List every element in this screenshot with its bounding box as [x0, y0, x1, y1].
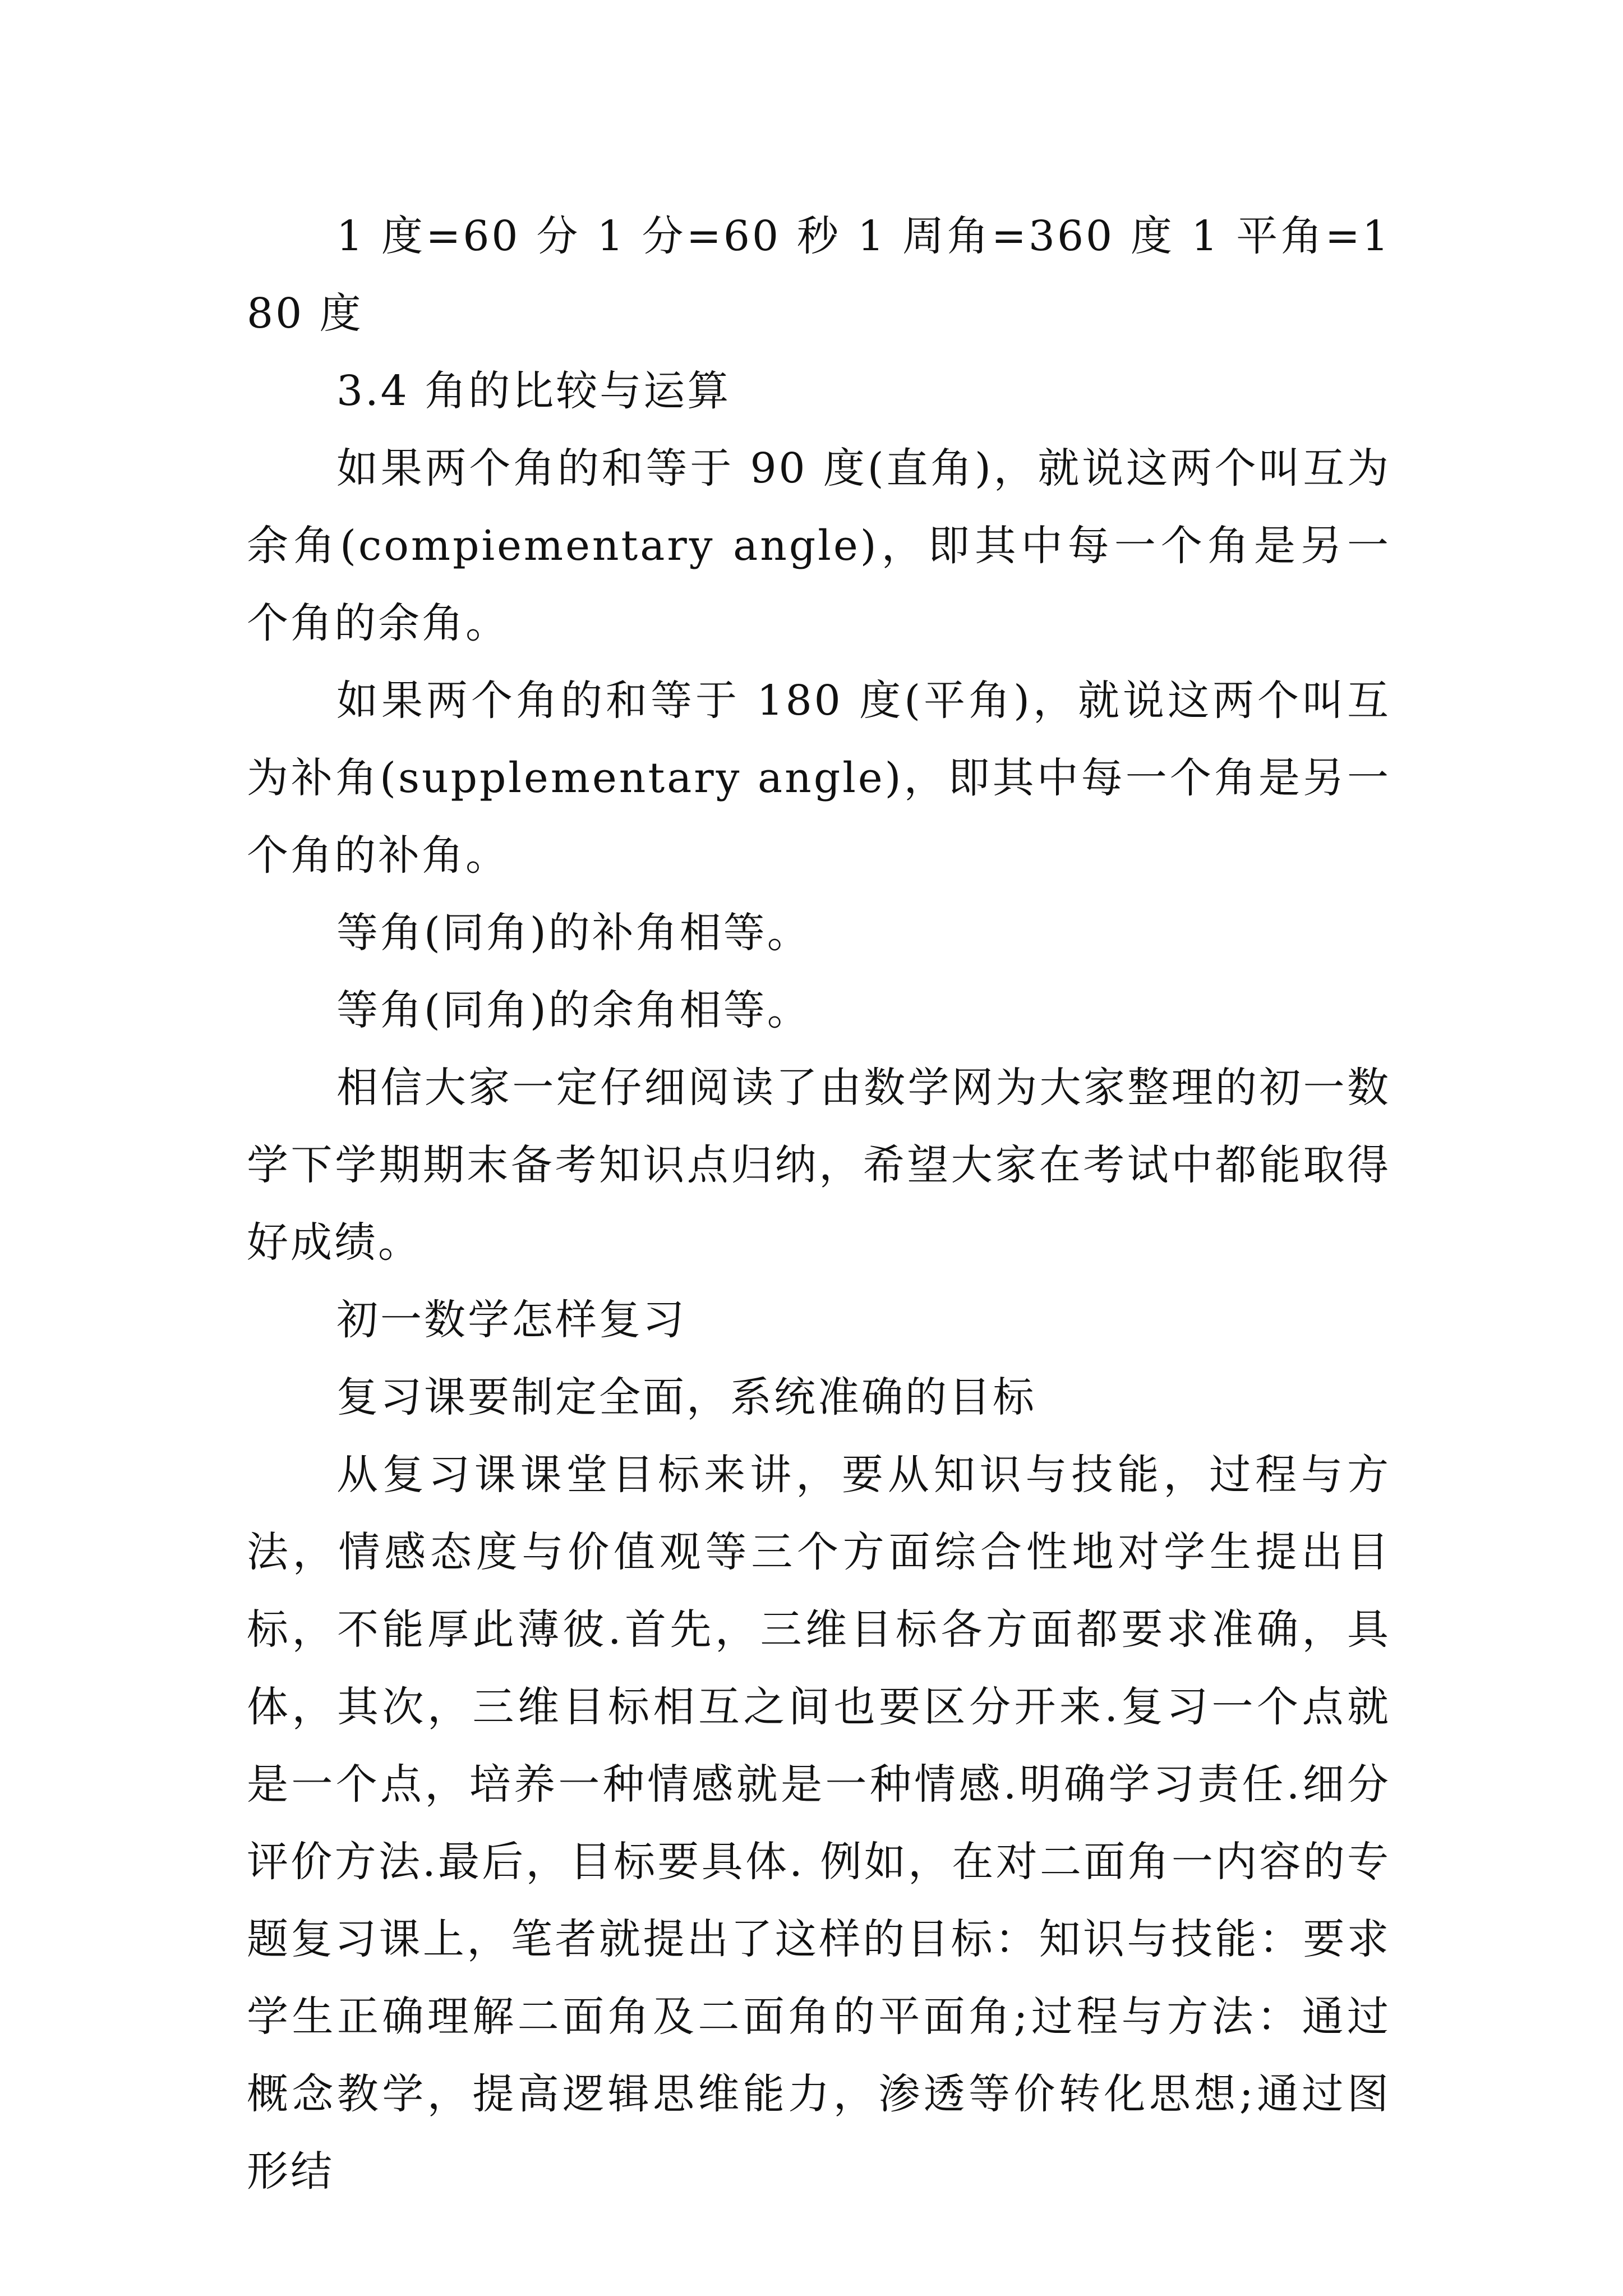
paragraph-review-goals-detail: 从复习课课堂目标来讲，要从知识与技能，过程与方法，情感态度与价值观等三个方面综合性地对学生提出目标，不能厚此薄彼.首先，三维目标各方面都要求准确，具体，其次，三维目标相互之间也要区分开来.复习一个点就是一个点，培养一种情感就是一种情感.明确学习责任.细分评价方法.最后，目标要具体. 例如，在对二面角一内容的专题复习课上，笔者就提出了这样的目标：知识与技能：要求学生正确理解二面角及二面角的平面角;过程与方法：通过概念教学，提高逻辑思维能力，渗透等价转化思想;通过图形结	[247, 1451, 1391, 2196]
section-heading-angle-comparison: 3.4 角的比较与运算	[336, 367, 731, 415]
document-body	[247, 197, 1391, 2210]
paragraph-angle-units: 1 度=60 分 1 分=60 秒 1 周角=360 度 1 平角=180 度	[247, 212, 1391, 338]
paragraph-closing-remark: 相信大家一定仔细阅读了由数学网为大家整理的初一数学下学期期末备考知识点归纳，希望大家在考试中都能取得好成绩。	[247, 1064, 1391, 1267]
paragraph-complementary-angle: 如果两个角的和等于 90 度(直角)，就说这两个叫互为余角(compiementary angle)，即其中每一个角是另一个角的余角。	[247, 444, 1391, 647]
heading-how-to-review: 初一数学怎样复习	[336, 1296, 686, 1344]
subheading-review-goals: 复习课要制定全面，系统准确的目标	[336, 1373, 1036, 1421]
paragraph-supplementary-angle: 如果两个角的和等于 180 度(平角)，就说这两个叫互为补角(supplementary angle)，即其中每一个角是另一个角的补角。	[247, 677, 1391, 880]
paragraph-equal-supplements: 等角(同角)的补角相等。	[336, 909, 811, 957]
paragraph-equal-complements: 等角(同角)的余角相等。	[336, 986, 811, 1034]
